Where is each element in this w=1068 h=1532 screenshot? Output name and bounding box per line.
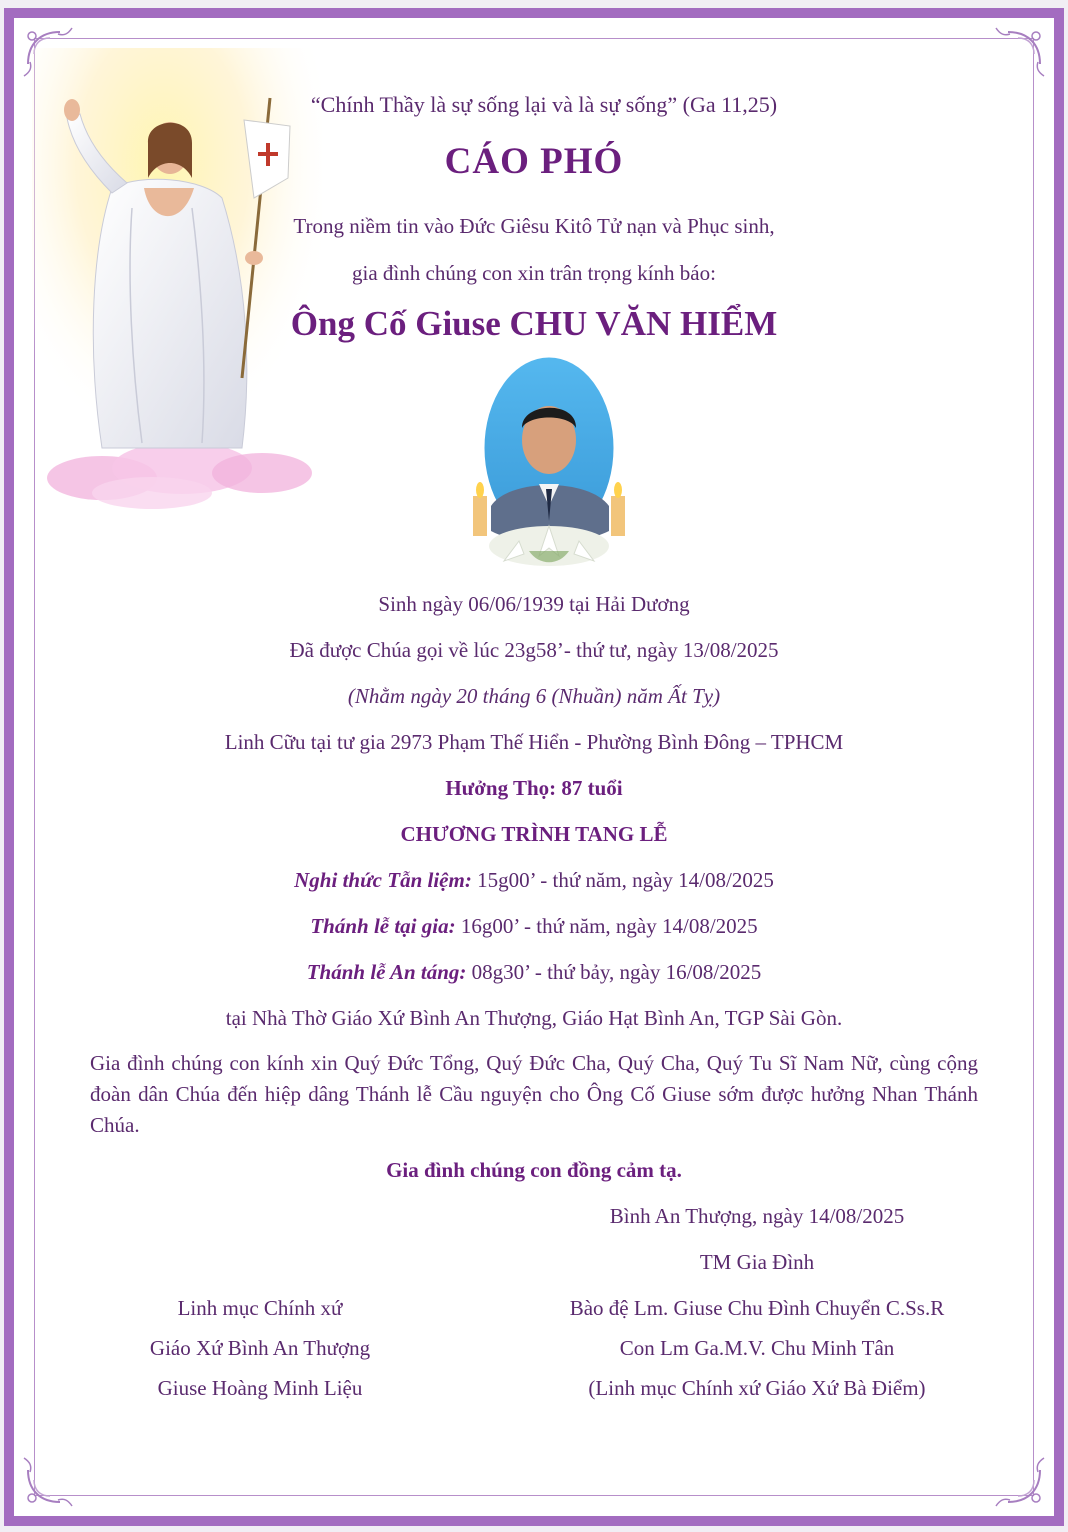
- vigil-location: Linh Cữu tại tư gia 2973 Phạm Thế Hiển - Phường Bình Đông – TPHCM: [224, 730, 844, 754]
- signature-parish: [80, 1296, 440, 1406]
- death-info: Đã được Chúa gọi về lúc 23g58’- thứ tư, ngày 13/08/2025: [289, 638, 779, 662]
- signature-line: TM Gia Đình: [699, 1250, 815, 1274]
- deceased-portrait: [469, 356, 629, 586]
- signature-line: Giáo Xứ Bình An Thượng: [149, 1336, 371, 1360]
- invitation-paragraph: Gia đình chúng con kính xin Quý Đức Tổng, Quý Đức Cha, Quý Cha, Quý Tu Sĩ Nam Nữ, cùng cộng đoàn dân Chúa đến hiệp dâng Thánh lễ Cầu nguyện cho Ông Cố Giuse sớm được hưởng Nhan Thánh Chúa.: [90, 1051, 978, 1137]
- schedule-time: 08g30’ - thứ bảy, ngày 16/08/2025: [466, 960, 762, 984]
- signature-line: (Linh mục Chính xứ Giáo Xứ Bà Điểm): [588, 1376, 926, 1400]
- deceased-name: Ông Cố Giuse CHU VĂN HIỂM: [290, 304, 778, 343]
- schedule-item: [14, 868, 1054, 893]
- page-title: CÁO PHÓ: [444, 141, 624, 182]
- schedule-item: [14, 914, 1054, 939]
- obituary-frame: [4, 8, 1064, 1526]
- scripture-quote: “Chính Thầy là sự sống lại và là sự sống” (Ga 11,25): [310, 92, 778, 117]
- schedule-label: Nghi thức Tẫn liệm:: [294, 868, 472, 892]
- schedule-label: Thánh lễ An táng:: [306, 960, 467, 984]
- obituary-page: [14, 18, 1054, 1516]
- schedule-time: 15g00’ - thứ năm, ngày 14/08/2025: [471, 868, 774, 892]
- lunar-date: (Nhằm ngày 20 tháng 6 (Nhuần) năm Ất Tỵ): [347, 684, 721, 708]
- age-at-death: Hưởng Thọ: 87 tuổi: [445, 776, 623, 800]
- signature-line: Linh mục Chính xứ: [177, 1296, 343, 1320]
- signature-family: [542, 1204, 972, 1404]
- corner-ornament-icon: [988, 24, 1048, 84]
- signature-line: Bào đệ Lm. Giuse Chu Đình Chuyển C.Ss.R: [569, 1296, 945, 1320]
- corner-ornament-icon: [988, 1450, 1048, 1510]
- thanks-line: Gia đình chúng con đồng cảm tạ.: [386, 1158, 682, 1182]
- funeral-location: tại Nhà Thờ Giáo Xứ Bình An Thượng, Giáo Hạt Bình An, TGP Sài Gòn.: [225, 1006, 843, 1030]
- intro-line: gia đình chúng con xin trân trọng kính báo:: [352, 261, 716, 285]
- schedule-time: 16g00’ - thứ năm, ngày 14/08/2025: [455, 914, 758, 938]
- schedule-item: [14, 960, 1054, 985]
- birth-info: Sinh ngày 06/06/1939 tại Hải Dương: [378, 592, 690, 616]
- schedule-label: Thánh lễ tại gia:: [310, 914, 456, 938]
- program-heading: CHƯƠNG TRÌNH TANG LỄ: [400, 822, 668, 846]
- corner-ornament-icon: [20, 1450, 80, 1510]
- signature-line: Con Lm Ga.M.V. Chu Minh Tân: [619, 1336, 895, 1360]
- intro-line: Trong niềm tin vào Đức Giêsu Kitô Tử nạn và Phục sinh,: [293, 214, 775, 238]
- signature-line: Giuse Hoàng Minh Liệu: [157, 1376, 363, 1400]
- signature-date: Bình An Thượng, ngày 14/08/2025: [609, 1204, 905, 1228]
